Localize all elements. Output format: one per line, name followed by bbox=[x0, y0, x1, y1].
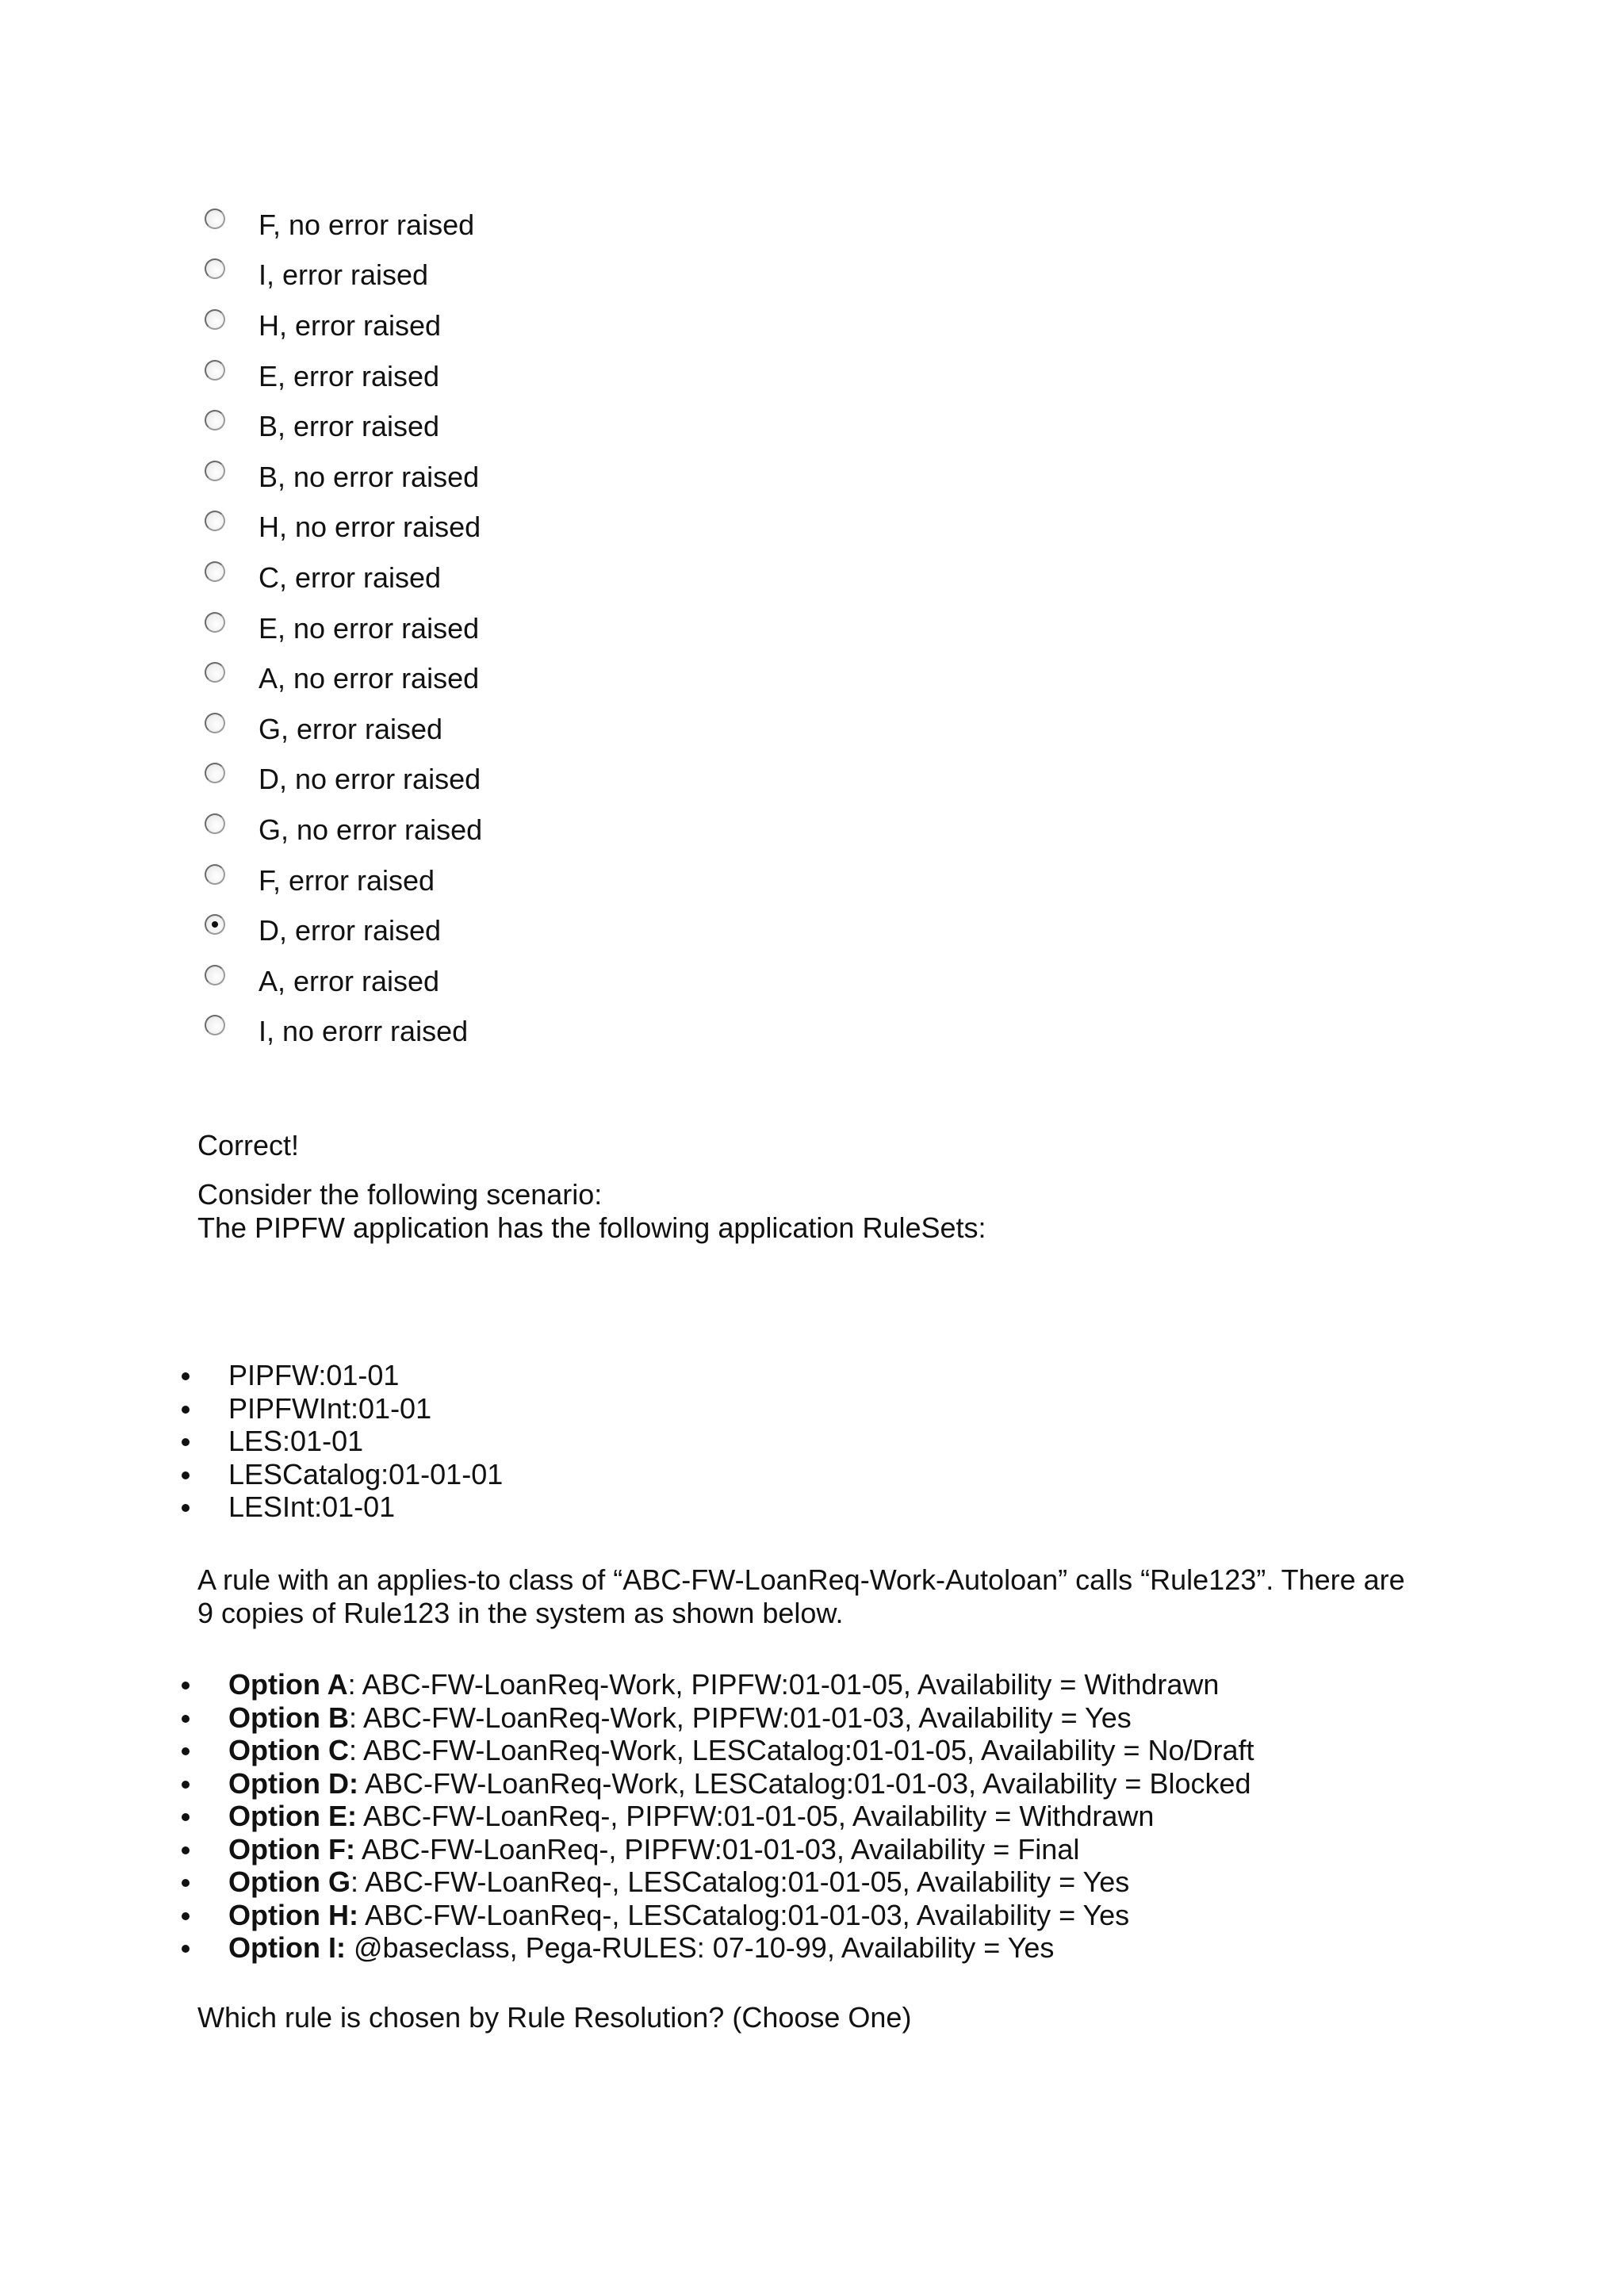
answer-option[interactable] bbox=[205, 251, 482, 301]
radio-button[interactable] bbox=[205, 360, 225, 381]
rule-option-item bbox=[0, 1701, 1254, 1735]
answer-option[interactable] bbox=[205, 956, 482, 1007]
radio-button[interactable] bbox=[205, 914, 225, 935]
radio-button[interactable] bbox=[205, 461, 225, 481]
ruleset-item: LES:01-01 bbox=[0, 1425, 503, 1458]
rule-option-item bbox=[0, 1800, 1254, 1833]
answer-option-label: I, no erorr raised bbox=[259, 1015, 469, 1048]
answer-option-label: A, no error raised bbox=[259, 662, 480, 695]
rule-option-name: Option G bbox=[228, 1866, 350, 1898]
answer-option[interactable] bbox=[205, 755, 482, 806]
rule-option-item bbox=[0, 1931, 1254, 1965]
radio-button[interactable] bbox=[205, 612, 225, 633]
rule-option-separator: : bbox=[347, 1668, 356, 1701]
radio-button[interactable] bbox=[205, 309, 225, 330]
rule-option-item bbox=[0, 1899, 1254, 1932]
rule-option-item bbox=[0, 1668, 1254, 1701]
radio-button[interactable] bbox=[205, 561, 225, 582]
answer-option-label: D, no error raised bbox=[259, 763, 481, 796]
radio-button[interactable] bbox=[205, 763, 225, 783]
radio-button[interactable] bbox=[205, 662, 225, 683]
rule-option-detail: ABC-FW-LoanReq-Work, LESCatalog:01-01-05, Availability = No/Draft bbox=[356, 1734, 1254, 1766]
rule-option-name: Option B bbox=[228, 1701, 349, 1734]
rule-description-line: A rule with an applies-to class of “ABC-FW-LoanReq-Work-Autoloan” calls “Rule123”. There are bbox=[197, 1563, 1405, 1596]
answer-option[interactable] bbox=[205, 300, 482, 351]
rule-description-line: 9 copies of Rule123 in the system as shown below. bbox=[197, 1597, 844, 1629]
answer-option-label: H, error raised bbox=[259, 308, 442, 342]
radio-button[interactable] bbox=[205, 1015, 225, 1035]
answer-option-label: G, no error raised bbox=[259, 813, 483, 846]
rule-option-name: Option I: bbox=[228, 1931, 346, 1964]
rule-option-item bbox=[0, 1767, 1254, 1800]
answer-option[interactable] bbox=[205, 805, 482, 855]
answer-option[interactable] bbox=[205, 855, 482, 906]
ruleset-list bbox=[0, 1359, 503, 1524]
rule-options-list bbox=[0, 1668, 1254, 1965]
answer-option-label: D, error raised bbox=[259, 914, 442, 947]
rule-option-name: Option F: bbox=[228, 1832, 355, 1866]
rule-option-name: Option E: bbox=[228, 1800, 357, 1832]
answer-option[interactable] bbox=[205, 603, 482, 654]
radio-button[interactable] bbox=[205, 258, 225, 279]
rule-option-separator: : bbox=[350, 1866, 358, 1898]
question-prompt: Which rule is chosen by Rule Resolution? (Choose One) bbox=[197, 2001, 912, 2034]
answer-option-label: F, error raised bbox=[259, 863, 435, 897]
rule-option-detail: @baseclass, Pega-RULES: 07-10-99, Availability = Yes bbox=[345, 1931, 1055, 1964]
rule-option-name: Option H: bbox=[228, 1898, 358, 1931]
rule-option-detail: ABC-FW-LoanReq-, PIPFW:01-01-03, Availability = Final bbox=[354, 1832, 1080, 1866]
answer-option-label: H, no error raised bbox=[259, 511, 481, 544]
scenario-intro bbox=[197, 1178, 986, 1245]
ruleset-item: PIPFWInt:01-01 bbox=[0, 1392, 503, 1425]
answer-option-label: F, no error raised bbox=[259, 208, 475, 241]
radio-button[interactable] bbox=[205, 965, 225, 985]
radio-button[interactable] bbox=[205, 713, 225, 733]
scenario-intro-line: The PIPFW application has the following application RuleSets: bbox=[197, 1211, 986, 1244]
rule-option-detail: ABC-FW-LoanReq-, PIPFW:01-01-05, Availability = Withdrawn bbox=[356, 1800, 1155, 1832]
answer-option-label: B, error raised bbox=[259, 410, 440, 443]
radio-button[interactable] bbox=[205, 209, 225, 229]
rule-option-item bbox=[0, 1866, 1254, 1899]
answer-option-label: G, error raised bbox=[259, 712, 443, 745]
answer-option[interactable] bbox=[205, 503, 482, 553]
rule-option-name: Option A bbox=[228, 1668, 348, 1701]
answer-option-label: C, error raised bbox=[259, 561, 442, 594]
radio-button[interactable] bbox=[205, 864, 225, 885]
answer-option-label: E, error raised bbox=[259, 359, 440, 392]
ruleset-item: PIPFW:01-01 bbox=[0, 1359, 503, 1392]
answer-option[interactable] bbox=[205, 653, 482, 704]
radio-button[interactable] bbox=[205, 511, 225, 531]
answer-option-label: B, no error raised bbox=[259, 460, 480, 493]
answer-option[interactable] bbox=[205, 452, 482, 503]
rule-option-name: Option C bbox=[228, 1734, 349, 1766]
answer-option-label: E, no error raised bbox=[259, 611, 480, 645]
ruleset-item: LESCatalog:01-01-01 bbox=[0, 1458, 503, 1491]
answer-options bbox=[205, 200, 482, 1057]
feedback-message: Correct! bbox=[197, 1129, 300, 1161]
rule-description bbox=[197, 1563, 1405, 1630]
answer-option[interactable] bbox=[205, 553, 482, 603]
rule-option-separator: : bbox=[348, 1701, 357, 1734]
answer-option[interactable] bbox=[205, 1007, 482, 1058]
rule-option-name: Option D: bbox=[228, 1766, 358, 1800]
rule-option-detail: ABC-FW-LoanReq-, LESCatalog:01-01-05, Availability = Yes bbox=[358, 1866, 1130, 1898]
rule-option-detail: ABC-FW-LoanReq-Work, PIPFW:01-01-05, Availability = Withdrawn bbox=[355, 1668, 1220, 1701]
rule-option-detail: ABC-FW-LoanReq-, LESCatalog:01-01-03, Availability = Yes bbox=[358, 1898, 1130, 1931]
rule-option-detail: ABC-FW-LoanReq-Work, PIPFW:01-01-03, Availability = Yes bbox=[356, 1701, 1132, 1734]
answer-option[interactable] bbox=[205, 401, 482, 452]
answer-option[interactable] bbox=[205, 704, 482, 755]
rule-option-item bbox=[0, 1734, 1254, 1767]
answer-option[interactable] bbox=[205, 905, 482, 956]
ruleset-item: LESInt:01-01 bbox=[0, 1490, 503, 1524]
radio-button[interactable] bbox=[205, 410, 225, 430]
scenario-intro-line: Consider the following scenario: bbox=[197, 1178, 603, 1211]
radio-button[interactable] bbox=[205, 813, 225, 834]
rule-option-item bbox=[0, 1833, 1254, 1866]
answer-option[interactable] bbox=[205, 200, 482, 251]
answer-option-label: A, error raised bbox=[259, 964, 440, 997]
answer-option[interactable] bbox=[205, 351, 482, 402]
rule-option-detail: ABC-FW-LoanReq-Work, LESCatalog:01-01-03, Availability = Blocked bbox=[358, 1766, 1251, 1800]
rule-option-separator: : bbox=[348, 1734, 357, 1766]
answer-option-label: I, error raised bbox=[259, 258, 429, 292]
